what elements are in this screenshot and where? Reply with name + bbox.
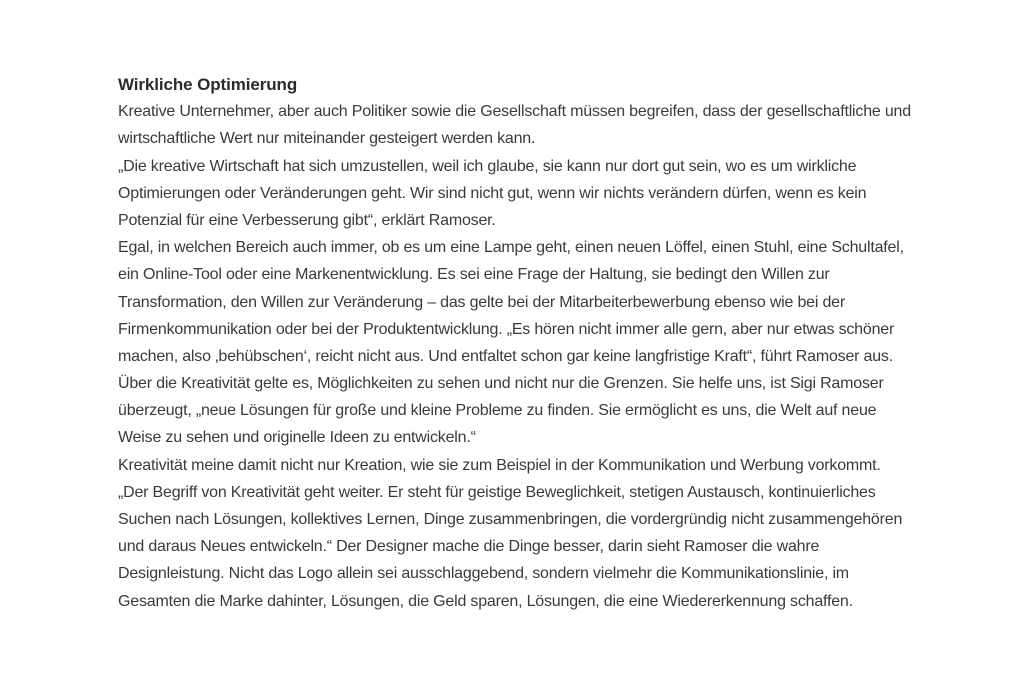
text-line: Über die Kreativität gelte es, Möglichkeiten zu sehen und nicht nur die Grenzen. Sie helfe uns, ist Sigi Ramoser — [118, 375, 884, 393]
text-line: wirtschaftliche Wert nur miteinander gesteigert werden kann. — [118, 130, 536, 148]
text-line: Designleistung. Nicht das Logo allein sei ausschlaggebend, sondern vielmehr die Kommunikationslinie, im — [118, 565, 849, 583]
text-line: „Die kreative Wirtschaft hat sich umzustellen, weil ich glaube, sie kann nur dort gut sein, wo es um wirkliche — [118, 157, 857, 175]
text-line: Kreative Unternehmer, aber auch Politiker sowie die Gesellschaft müssen begreifen, dass der gesellschaftliche und — [118, 103, 911, 121]
text-line: Transformation, den Willen zur Veränderung – das gelte bei der Mitarbeiterbewerbung ebenso wie bei der — [118, 293, 845, 311]
text-line: Optimierungen oder Veränderungen geht. Wir sind nicht gut, wenn wir nichts verändern dürfen, wenn es kein — [118, 184, 867, 202]
text-line: Firmenkommunikation oder bei der Produktentwicklung. „Es hören nicht immer alle gern, aber nur etwas schöner — [118, 320, 895, 338]
text-line: ein Online-Tool oder eine Markenentwicklung. Es sei eine Frage der Haltung, sie bedingt den Willen zur — [118, 266, 830, 284]
text-line: und daraus Neues entwickeln.“ Der Designer mache die Dinge besser, darin sieht Ramoser die wahre — [118, 538, 820, 556]
article-heading: Wirkliche Optimierung — [118, 75, 298, 94]
text-line: Suchen nach Lösungen, kollektives Lernen, Dinge zusammenbringen, die vordergründig nicht zusammengehören — [118, 511, 903, 528]
text-line: Egal, in welchen Bereich auch immer, ob es um eine Lampe geht, einen neuen Löffel, einen Stuhl, eine Schultafel, — [118, 239, 904, 257]
text-line: machen, also ‚behübschen‘, reicht nicht aus. Und entfaltet schon gar keine langfristige Kraft“, führt Ramoser aus. — [118, 347, 893, 365]
text-line: Gesamten die Marke dahinter, Lösungen, die Geld sparen, Lösungen, die eine Wiedererkennung schaffen. — [118, 592, 853, 610]
text-line: Weise zu sehen und originelle Ideen zu entwickeln.“ — [118, 429, 476, 447]
article-body — [118, 71, 948, 615]
text-line: „Der Begriff von Kreativität geht weiter. Er steht für geistige Beweglichkeit, stetigen Austausch, kontinuierliches — [118, 483, 876, 501]
text-line: Kreativität meine damit nicht nur Kreation, wie sie zum Beispiel in der Kommunikation und Werbung vorkommt. — [118, 456, 881, 474]
text-line: Potenzial für eine Verbesserung gibt“, erklärt Ramoser. — [118, 211, 496, 229]
text-line: überzeugt, „neue Lösungen für große und kleine Probleme zu finden. Sie ermöglicht es uns, die Welt auf neue — [118, 402, 877, 420]
